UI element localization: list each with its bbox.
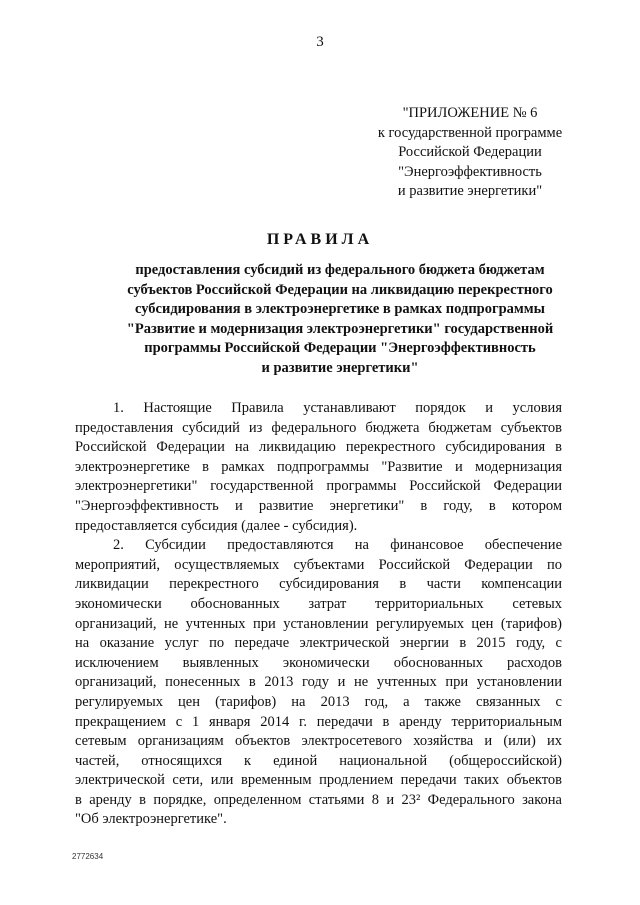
appendix-line: "Энергоэффективность — [398, 163, 542, 180]
appendix-header — [360, 104, 580, 202]
paragraph-line: предоставляется субсидия (далее - субсидия). — [75, 517, 358, 534]
paragraph-line: мероприятий, осуществляемых субъектами Российской Федерации по — [75, 556, 562, 573]
paragraph-line: организаций, не учтенных при установлении регулируемых цен (тарифов) — [75, 615, 562, 632]
appendix-line: и развитие энергетики" — [397, 183, 543, 199]
appendix-line: "ПРИЛОЖЕНИЕ № 6 — [402, 105, 538, 121]
document-body — [75, 399, 562, 830]
paragraph-line: 2. Субсидии предоставляются на финансовое обеспечение — [113, 537, 562, 554]
paragraph-line: сетевым организациям объектов электросетевого хозяйства и (или) их — [75, 733, 562, 750]
paragraph-line: организаций, понесенных в 2013 году и не учтенных при установлении — [75, 674, 562, 691]
subtitle-line: программы Российской Федерации "Энергоэффективность — [144, 340, 536, 356]
paragraph-line: частей, относящихся к единой национальной (общероссийской) — [75, 752, 562, 769]
paragraph-1 — [75, 399, 562, 536]
paragraph-line: ликвидации перекрестного субсидирования в части компенсации — [75, 576, 562, 593]
subtitle-line: субсидирования в электроэнергетике в рамках подпрограммы — [135, 301, 545, 317]
paragraph-line: регулируемых цен (тарифов) на 2013 год, а также связанных с — [75, 693, 562, 710]
paragraph-line: электрической сети, или временным продлением передачи таких объектов — [75, 772, 562, 789]
document-subtitle — [60, 261, 620, 378]
paragraph-line: в аренду в порядке, определенном статьями 8 и 23² Федерального закона — [75, 791, 562, 808]
subtitle-line: "Развитие и модернизация электроэнергетики" государственной — [126, 320, 554, 337]
paragraph-2 — [75, 536, 562, 830]
subtitle-line: и развитие энергетики" — [261, 359, 419, 376]
page-number: 3 — [316, 34, 324, 50]
document-id: 2772634 — [72, 852, 104, 861]
appendix-line: Российской Федерации — [398, 144, 542, 160]
paragraph-line: "Об электроэнергетике". — [75, 811, 227, 828]
paragraph-line: прекращением с 1 января 2014 г. передачи в аренду территориальным — [75, 713, 562, 730]
paragraph-line: Российской Федерации на ликвидацию перекрестного субсидирования в — [75, 439, 562, 456]
paragraph-line: на оказание услуг по передаче электрической энергии в 2015 году, с — [75, 635, 562, 652]
subtitle-line: предоставления субсидий из федерального бюджета бюджетам — [135, 262, 545, 278]
paragraph-line: исключением выявленных экономически обоснованных расходов — [75, 654, 562, 671]
subtitle-line: субъектов Российской Федерации на ликвидацию перекрестного — [127, 281, 553, 298]
paragraph-line: электроэнергетике в рамках подпрограммы "Развитие и модернизация — [75, 458, 562, 475]
appendix-line: к государственной программе — [377, 124, 563, 141]
paragraph-line: предоставления субсидий из федерального бюджета бюджетам субъектов — [75, 419, 562, 436]
paragraph-line: электроэнергетики" государственной программы Российской Федерации — [75, 478, 562, 495]
document-title: ПРАВИЛА — [266, 231, 374, 248]
paragraph-line: 1. Настоящие Правила устанавливают порядок и условия — [113, 400, 562, 416]
paragraph-line: экономически обоснованных затрат территориальных сетевых — [75, 595, 562, 612]
paragraph-line: "Энергоэффективность и развитие энергетики" в году, в котором — [75, 497, 562, 514]
